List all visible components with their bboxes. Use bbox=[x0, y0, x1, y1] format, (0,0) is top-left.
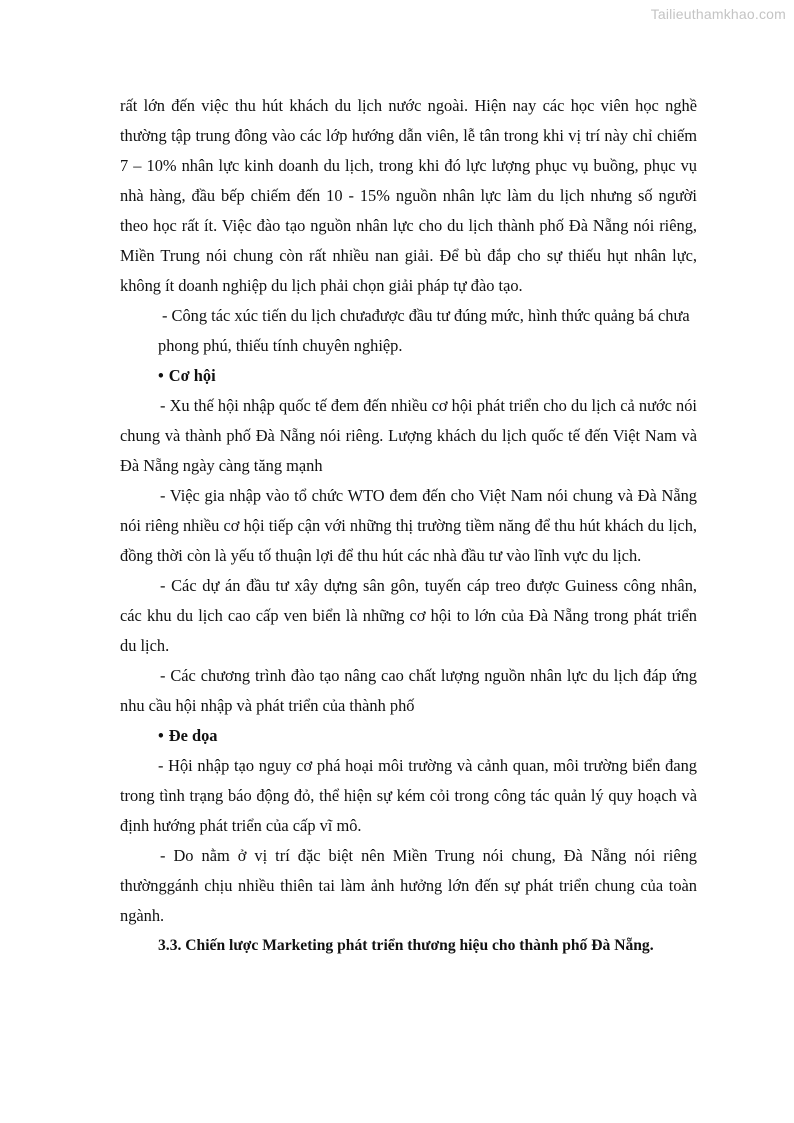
heading-threat bbox=[120, 721, 697, 751]
heading-threat-label: Đe dọa bbox=[168, 726, 218, 745]
bullet-icon: • bbox=[158, 726, 164, 745]
paragraph-environment-risk: - Hội nhập tạo nguy cơ phá hoại môi trường và cảnh quan, môi trường biển đang trong tình trạng báo động đỏ, thể hiện sự kém cỏi trong công tác quản lý quy hoạch và định hướng phát triển của cấp vĩ mô. bbox=[120, 756, 697, 835]
paragraph-natural-disasters: - Do nằm ở vị trí đặc biệt nên Miền Trung nói chung, Đà Nẵng nói riêng thườnggánh chịu nhiều thiên tai làm ảnh hưởng lớn đến sự phát triển chung của toàn ngành. bbox=[120, 846, 697, 925]
heading-opportunity bbox=[120, 361, 697, 391]
heading-opportunity-label: Cơ hội bbox=[168, 366, 216, 385]
watermark: Tailieuthamkhao.com bbox=[650, 6, 786, 22]
paragraph-promotion-weakness: - Công tác xúc tiến du lịch chưađược đầu tư đúng mức, hình thức quảng bá chưa phong phú, thiếu tính chuyên nghiệp. bbox=[158, 306, 690, 355]
paragraph-wto: - Việc gia nhập vào tổ chức WTO đem đến cho Việt Nam nói chung và Đà Nẵng nói riêng nhiều cơ hội tiếp cận với những thị trường tiềm năng để thu hút khách du lịch, đồng thời còn là yếu tố thuận lợi để thu hút các nhà đầu tư vào lĩnh vực du lịch. bbox=[120, 486, 697, 565]
paragraph-intro: rất lớn đến việc thu hút khách du lịch nước ngoài. Hiện nay các học viên học nghề thường tập trung đông vào các lớp hướng dẫn viên, lễ tân trong khi vị trí này chỉ chiếm 7 – 10% nhân lực kinh doanh du lịch, trong khi đó lực lượng phục vụ buồng, phục vụ nhà hàng, đầu bếp chiếm đến 10 - 15% nguồn nhân lực làm du lịch nhưng số người theo học rất ít. Việc đào tạo nguồn nhân lực cho du lịch thành phố Đà Nẵng nói riêng, Miền Trung nói chung còn rất nhiều nan giải. Để bù đắp cho sự thiếu hụt nhân lực, không ít doanh nghiệp du lịch phải chọn giải pháp tự đào tạo. bbox=[120, 96, 697, 295]
bullet-icon: • bbox=[158, 366, 164, 385]
paragraph-integration-trend: - Xu thế hội nhập quốc tế đem đến nhiều cơ hội phát triển cho du lịch cả nước nói chung và thành phố Đà Nẵng nói riêng. Lượng khách du lịch quốc tế đến Việt Nam và Đà Nẵng ngày càng tăng mạnh bbox=[120, 396, 697, 475]
paragraph-investment-projects: - Các dự án đầu tư xây dựng sân gôn, tuyến cáp treo được Guiness công nhân, các khu du lịch cao cấp ven biển là những cơ hội to lớn của Đà Nẵng trong phát triển du lịch. bbox=[120, 576, 697, 655]
document-body bbox=[120, 91, 697, 961]
paragraph-training-programs: - Các chương trình đào tạo nâng cao chất lượng nguồn nhân lực du lịch đáp ứng nhu cầu hội nhập và phát triển của thành phố bbox=[120, 666, 697, 715]
section-title: 3.3. Chiến lược Marketing phát triển thương hiệu cho thành phố Đà Nẵng. bbox=[158, 937, 654, 954]
